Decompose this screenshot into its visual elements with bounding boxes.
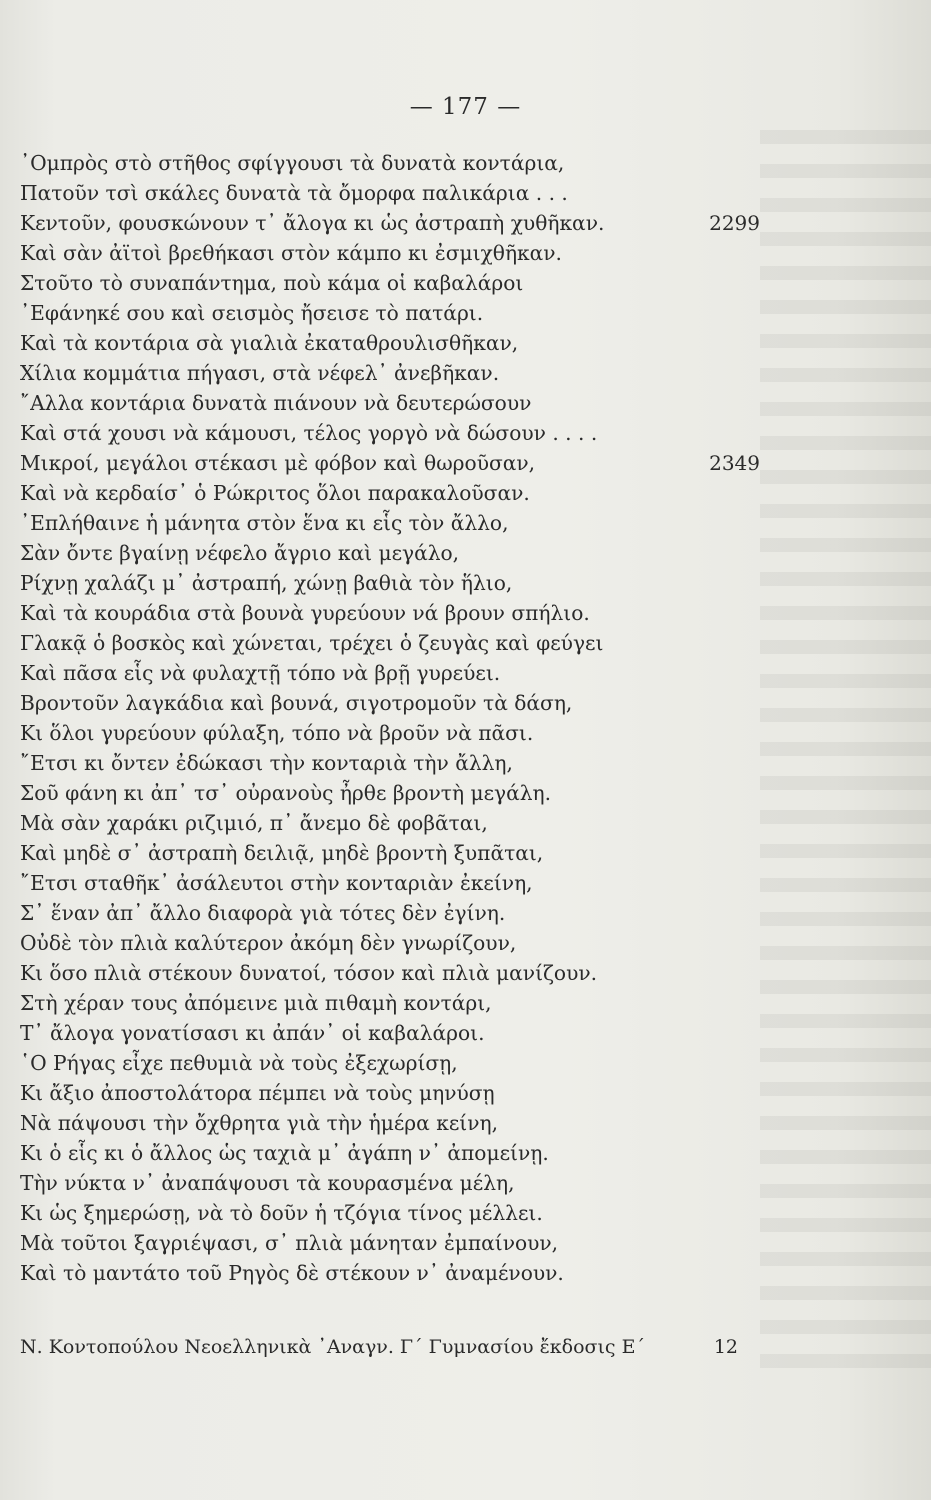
verse-line (20, 1048, 760, 1078)
verse-line (20, 778, 760, 808)
verse-line (20, 1108, 760, 1138)
verse-line (20, 598, 760, 628)
verse-line-text: Πατοῦν τσὶ σκάλες δυνατὰ τὰ ὄμορφα παλικάρια . . . (20, 181, 568, 205)
verse-line-text: ῾Ο Ρήγας εἶχε πεθυμιὰ νὰ τοὺς ἐξεχωρίσῃ, (20, 1051, 458, 1075)
verse-line (20, 658, 760, 688)
verse-line-text: Σ᾿ ἕναν ἀπ᾿ ἄλλο διαφορὰ γιὰ τότες δὲν ἐγίνη. (20, 901, 506, 925)
verse-line (20, 238, 760, 268)
verse-line (20, 508, 760, 538)
verse-line (20, 898, 760, 928)
verse-line-text: Κι ὅσο πλιὰ στέκουν δυνατοί, τόσον καὶ πλιὰ μανίζουν. (20, 961, 598, 985)
verse-line (20, 1258, 760, 1288)
footer-citation: Ν. Κοντοπούλου Νεοελληνικὰ ᾿Αναγν. Γ΄ Γυμνασίου ἔκδοσις Ε΄ (20, 1336, 645, 1358)
poem-verse-block (20, 148, 760, 1288)
verse-line-text: Καὶ στά χουσι νὰ κάμουσι, τέλος γοργὸ νὰ δώσουν . . . . (20, 421, 598, 445)
verse-line (20, 568, 760, 598)
signature-mark: 12 (713, 1336, 738, 1358)
verse-line (20, 418, 760, 448)
verse-line-text: Κι ἄξιο ἀποστολάτορα πέμπει νὰ τοὺς μηνύσῃ (20, 1081, 495, 1105)
verse-line-text: Μικροί, μεγάλοι στέκασι μὲ φόβον καὶ θωροῦσαν, (20, 451, 536, 475)
verse-line (20, 208, 760, 238)
verse-line (20, 1078, 760, 1108)
verse-line (20, 838, 760, 868)
verse-line-text: Στὴ χέραν τους ἀπόμεινε μιὰ πιθαμὴ κοντάρι, (20, 991, 492, 1015)
verse-line-text: ῎Αλλα κοντάρια δυνατὰ πιάνουν νὰ δευτερώσουν (20, 391, 532, 415)
verse-line (20, 268, 760, 298)
verse-line-text: ῎Ετσι κι ὄντεν ἐδώκασι τὴν κονταριὰ τὴν ἄλλη, (20, 751, 513, 775)
line-number: 2299 (709, 211, 760, 235)
verse-line-text: Καὶ τὰ κοντάρια σὰ γιαλιὰ ἐκαταθρουλισθῆκαν, (20, 331, 519, 355)
verse-line-text: Κι ὅλοι γυρεύουν φύλαξη, τόπο νὰ βροῦν νὰ πᾶσι. (20, 721, 534, 745)
verse-line-text: Σοῦ φάνη κι ἀπ᾿ τσ᾿ οὐρανοὺς ἦρθε βροντὴ μεγάλη. (20, 781, 552, 805)
verse-line (20, 1168, 760, 1198)
verse-line (20, 538, 760, 568)
verse-line-text: Καὶ σὰν ἀϊτοὶ βρεθήκασι στὸν κάμπο κι ἐσμιχθῆκαν. (20, 241, 562, 265)
verse-line (20, 988, 760, 1018)
verse-line (20, 358, 760, 388)
page-number: — 177 — (409, 94, 522, 120)
verse-line-text: Κι ὡς ξημερώσῃ, νὰ τὸ δοῦν ἡ τζόγια τίνος μέλλει. (20, 1201, 543, 1225)
verse-line-text: Οὐδὲ τὸν πλιὰ καλύτερον ἀκόμη δὲν γνωρίζουν, (20, 931, 517, 955)
verse-line-text: Ρίχνῃ χαλάζι μ᾿ ἀστραπή, χώνῃ βαθιὰ τὸν ἥλιο, (20, 571, 513, 595)
verse-line (20, 178, 760, 208)
verse-line (20, 628, 760, 658)
verse-line-text: Τὴν νύκτα ν᾿ ἀναπάψουσι τὰ κουρασμένα μέλη, (20, 1171, 515, 1195)
verse-line (20, 148, 760, 178)
verse-line (20, 688, 760, 718)
verse-line-text: Καὶ μηδὲ σ᾿ ἀστραπὴ δειλιᾷ, μηδὲ βροντὴ ξυπᾶται, (20, 841, 544, 865)
verse-line-text: ᾿Εφάνηκέ σου καὶ σεισμὸς ἤσεισε τὸ πατάρι. (20, 301, 484, 325)
verse-line-text: Σὰν ὄντε βγαίνῃ νέφελο ἄγριο καὶ μεγάλο, (20, 541, 460, 565)
verse-line-text: ᾿Ομπρὸς στὸ στῆθος σφίγγουσι τὰ δυνατὰ κοντάρια, (20, 151, 565, 175)
verse-line (20, 1018, 760, 1048)
verse-line-text: Μὰ σὰν χαράκι ριζιμιό, π᾿ ἄνεμο δὲ φοβᾶται, (20, 811, 488, 835)
verse-line (20, 958, 760, 988)
verse-line-text: Στοῦτο τὸ συναπάντημα, ποὺ κάμα οἱ καβαλάροι (20, 271, 524, 295)
verse-line-text: Καὶ πᾶσα εἷς νὰ φυλαχτῇ τόπο νὰ βρῇ γυρεύει. (20, 661, 501, 685)
verse-line-text: Τ᾿ ἄλογα γονατίσασι κι ἀπάν᾿ οἱ καβαλάροι. (20, 1021, 485, 1045)
verse-line (20, 478, 760, 508)
verse-line (20, 328, 760, 358)
verse-line-text: Κεντοῦν, φουσκώνουν τ᾿ ἄλογα κι ὡς ἀστραπὴ χυθῆκαν. (20, 211, 605, 235)
verse-line-text: ῎Ετσι σταθῆκ᾿ ἀσάλευτοι στὴν κονταριὰν ἐκείνη, (20, 871, 533, 895)
verse-line (20, 1198, 760, 1228)
verse-line-text: Μὰ τοῦτοι ξαγριέψασι, σ᾿ πλιὰ μάνηταν ἐμπαίνουν, (20, 1231, 559, 1255)
verse-line (20, 1138, 760, 1168)
verse-line-text: Καὶ νὰ κερδαίσ᾿ ὁ Ρώκριτος ὅλοι παρακαλοῦσαν. (20, 481, 530, 505)
verse-line (20, 1228, 760, 1258)
verse-line-text: Νὰ πάψουσι τὴν ὄχθρητα γιὰ τὴν ἡμέρα κείνη, (20, 1111, 499, 1135)
verse-line (20, 298, 760, 328)
verse-line-text: Βροντοῦν λαγκάδια καὶ βουνά, σιγοτρομοῦν τὰ δάση, (20, 691, 573, 715)
line-number: 2349 (709, 451, 760, 475)
verse-line (20, 808, 760, 838)
verse-line (20, 718, 760, 748)
verse-line-text: ᾿Επλήθαινε ἡ μάνητα στὸν ἕνα κι εἷς τὸν ἄλλο, (20, 511, 509, 535)
verse-line (20, 448, 760, 478)
verse-line-text: Γλακᾷ ὁ βοσκὸς καὶ χώνεται, τρέχει ὁ ζευγὰς καὶ φεύγει (20, 631, 604, 655)
verse-line (20, 928, 760, 958)
verse-line (20, 868, 760, 898)
verse-line-text: Καὶ τὰ κουράδια στὰ βουνὰ γυρεύουν νά βρουν σπήλιο. (20, 601, 590, 625)
verse-line (20, 748, 760, 778)
page-footer (20, 1336, 738, 1358)
verse-line-text: Χίλια κομμάτια πήγασι, στὰ νέφελ᾿ ἀνεβῆκαν. (20, 361, 500, 385)
verse-line (20, 388, 760, 418)
verse-line-text: Καὶ τὸ μαντάτο τοῦ Ρηγὸς δὲ στέκουν ν᾿ ἀναμένουν. (20, 1261, 564, 1285)
bleed-through-text (760, 130, 931, 1370)
verse-line-text: Κι ὁ εἷς κι ὁ ἄλλος ὡς ταχιὰ μ᾿ ἀγάπη ν᾿ ἀπομείνῃ. (20, 1141, 549, 1165)
